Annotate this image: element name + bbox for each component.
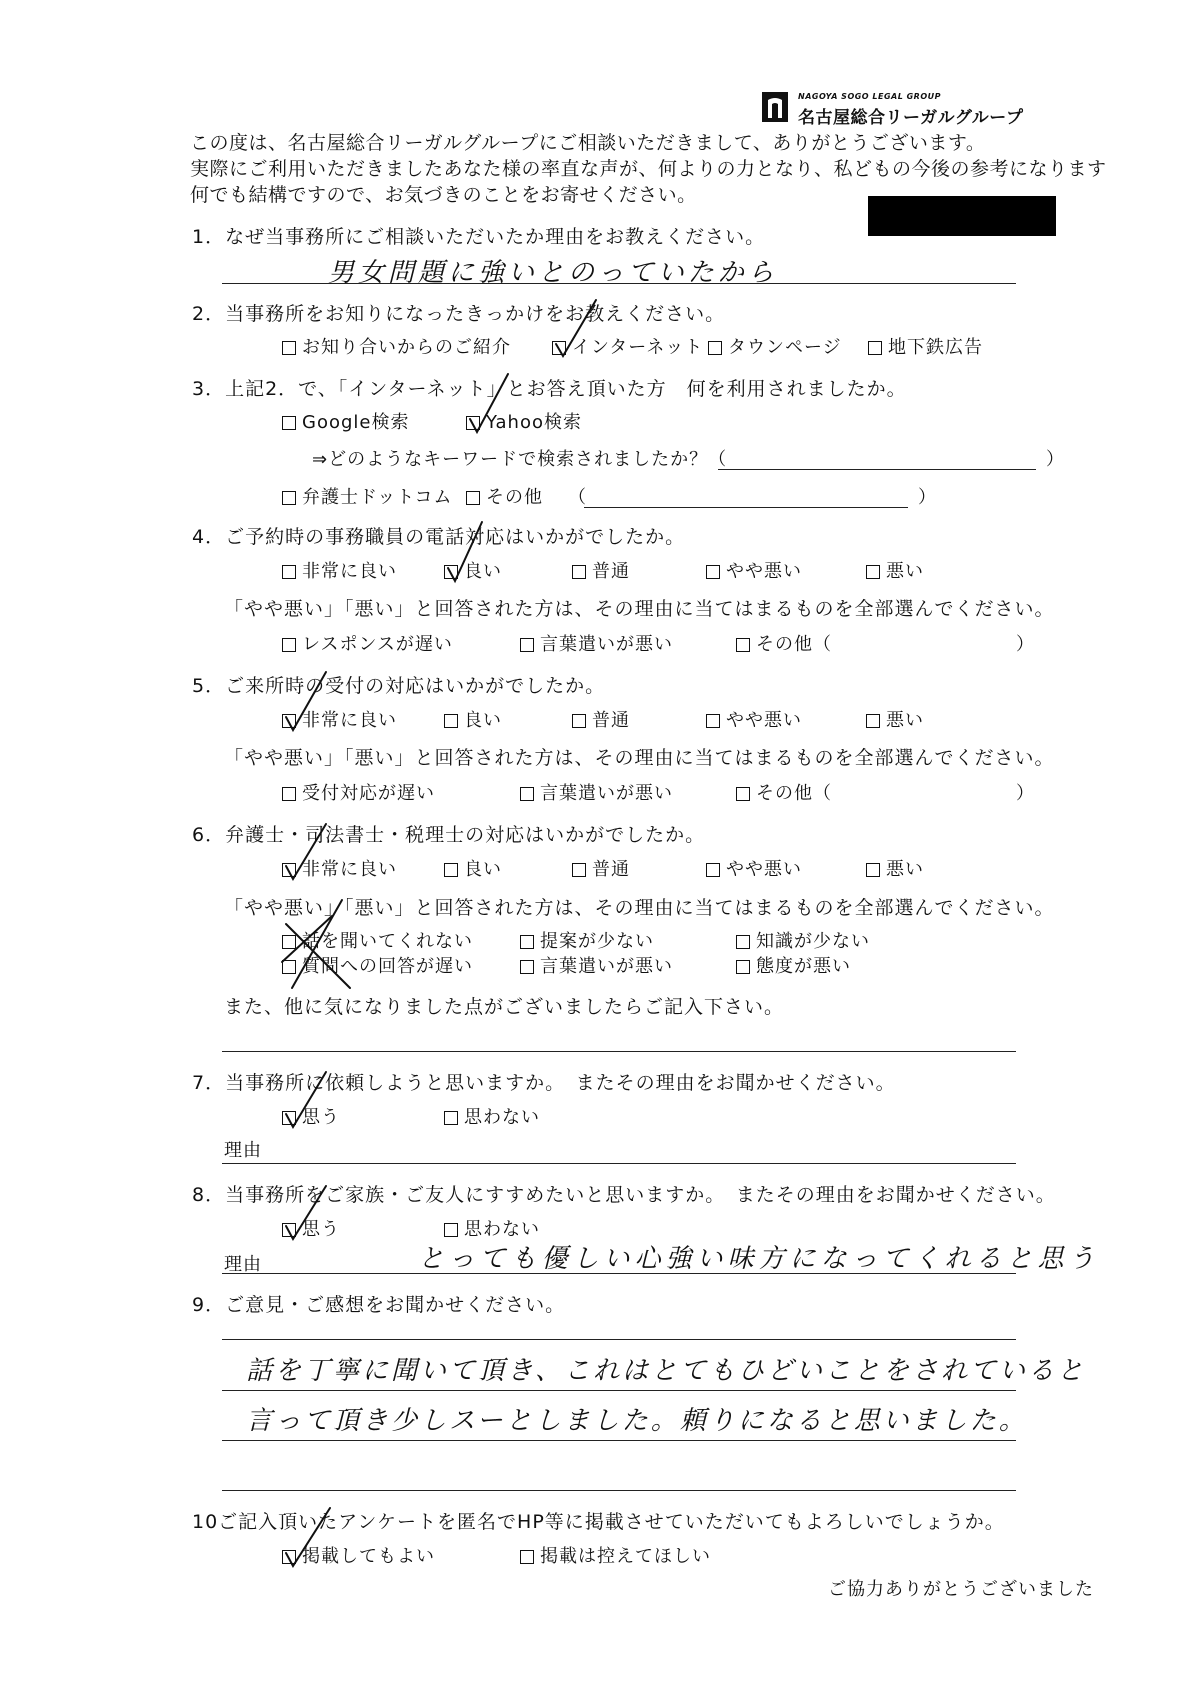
q6-reason-2[interactable] (520, 931, 654, 953)
checkbox[interactable] (866, 714, 880, 728)
q6-reason-6[interactable] (736, 956, 851, 978)
q3-other-close: ） (918, 487, 937, 508)
option-label: 悪い (886, 561, 924, 582)
checkbox[interactable] (868, 341, 882, 355)
q1-line (222, 283, 1016, 284)
q8-option-1[interactable] (282, 1219, 340, 1241)
q1-answer: 男女問題に強いとのっていたから (328, 258, 778, 288)
q4-reason-2[interactable] (520, 634, 673, 656)
checkbox[interactable] (572, 714, 586, 728)
q6-other-note: また、他に気になりました点がございましたらご記入下さい。 (224, 996, 785, 1018)
option-label: 思わない (464, 1219, 540, 1240)
q9-line-2[interactable] (222, 1390, 1016, 1391)
option-label: Google検索 (302, 412, 410, 433)
checkbox[interactable] (866, 863, 880, 877)
option-label: 思う (302, 1219, 340, 1240)
q4-text: 4．ご予約時の事務職員の電話対応はいかがでしたか。 (192, 526, 686, 548)
q3-other-line[interactable] (584, 507, 908, 508)
option-label: 質問への回答が遅い (302, 956, 473, 977)
q9-text: 9．ご意見・ご感想をお聞かせください。 (192, 1294, 566, 1316)
checkbox[interactable] (282, 638, 296, 652)
q9-line-3[interactable] (222, 1440, 1016, 1441)
option-label: インターネット (572, 337, 704, 358)
logo-name: 名古屋総合リーガルグループ (798, 108, 1024, 128)
option-label: Yahoo検索 (486, 412, 582, 433)
q6-reason-3[interactable] (736, 931, 870, 953)
q3-option-other[interactable] (466, 487, 543, 509)
q5-option-5[interactable] (866, 710, 924, 732)
q2-option-3[interactable] (708, 337, 842, 359)
q2-text: 2．当事務所をお知りになったきっかけをお教えください。 (192, 303, 726, 325)
checkbox[interactable] (572, 565, 586, 579)
checkbox[interactable] (708, 341, 722, 355)
checkbox[interactable] (282, 935, 296, 949)
option-label: 態度が悪い (756, 956, 851, 977)
checkbox-checked[interactable] (282, 1550, 296, 1564)
logo-icon (762, 92, 788, 126)
q7-reason-line[interactable] (222, 1163, 1016, 1164)
q6-option-4[interactable] (706, 859, 802, 881)
checkbox-checked[interactable] (466, 416, 480, 430)
q1-text: 1．なぜ当事務所にご相談いただいたか理由をお教えください。 (192, 226, 766, 248)
q5-option-1[interactable] (282, 710, 397, 732)
checkbox[interactable] (572, 863, 586, 877)
checkbox[interactable] (444, 863, 458, 877)
q6-option-2[interactable] (444, 859, 502, 881)
checkbox[interactable] (282, 491, 296, 505)
option-label: 弁護士ドットコム (302, 487, 453, 508)
option-label: タウンページ (728, 337, 842, 358)
q2-option-4[interactable] (868, 337, 983, 359)
q8-reason-line[interactable] (222, 1273, 1016, 1274)
q6-reason-4[interactable] (282, 956, 473, 978)
q8-answer: とっても優しい心強い味方になってくれると思う (418, 1244, 1100, 1274)
q7-option-1[interactable] (282, 1107, 340, 1129)
option-label: お知り合いからのご紹介 (302, 337, 511, 358)
option-label: その他（ (756, 783, 832, 804)
checkbox-checked[interactable] (282, 714, 296, 728)
q3-text: 3．上記2．で、「インターネット」とお答え頂いた方 何を利用されましたか。 (192, 378, 907, 400)
q5-reason-2[interactable] (520, 783, 673, 805)
option-label: 思わない (464, 1107, 540, 1128)
q4-reason-1[interactable] (282, 634, 453, 656)
option-label: その他（ (756, 634, 832, 655)
q4-option-4[interactable] (706, 561, 802, 583)
q3-keyword-prompt: ⇒どのようなキーワードで検索されましたか？（ (312, 449, 728, 470)
option-label: やや悪い (726, 859, 802, 880)
option-label: 普通 (592, 859, 630, 880)
checkbox[interactable] (282, 960, 296, 974)
option-label: 良い (464, 710, 502, 731)
q2-option-1[interactable] (282, 337, 511, 359)
option-label: 話を聞いてくれない (302, 931, 473, 952)
q5-reason-3[interactable] (736, 783, 832, 805)
option-label: 言葉遣いが悪い (540, 956, 673, 977)
q5-text: 5．ご来所時の受付の対応はいかがでしたか。 (192, 675, 606, 697)
option-label: 非常に良い (302, 710, 397, 731)
checkbox-checked[interactable] (282, 1223, 296, 1237)
q9-answer-line-1: 話を丁寧に聞いて頂き、これはとてもひどいことをされていると (246, 1356, 1086, 1386)
q10-option-1[interactable] (282, 1546, 435, 1568)
option-label: 受付対応が遅い (302, 783, 435, 804)
checkbox[interactable] (282, 565, 296, 579)
checkbox[interactable] (706, 565, 720, 579)
checkbox[interactable] (736, 935, 750, 949)
q6-reason-1[interactable] (282, 931, 473, 953)
q2-option-2[interactable] (552, 337, 703, 359)
option-label: 思う (302, 1107, 340, 1128)
q5-option-3[interactable] (572, 710, 630, 732)
q3-option-google[interactable] (282, 412, 409, 434)
q4-reason-close: ） (1016, 634, 1035, 655)
option-label: 悪い (886, 859, 924, 880)
checkbox[interactable] (282, 416, 296, 430)
q4-option-3[interactable] (572, 561, 630, 583)
option-label: 非常に良い (302, 561, 397, 582)
q6-option-5[interactable] (866, 859, 924, 881)
checkbox[interactable] (706, 714, 720, 728)
option-label: 提案が少ない (540, 931, 654, 952)
q10-text: 10ご記入頂いたアンケートを匿名でHP等に掲載させていただいてもよろしいでしょうか。 (192, 1511, 1005, 1533)
checkbox[interactable] (282, 341, 296, 355)
q3-keyword-close: ） (1046, 449, 1065, 470)
q4-option-1[interactable] (282, 561, 397, 583)
q7-text: 7．当事務所に依頼しようと思いますか。 またその理由をお聞かせください。 (192, 1072, 896, 1094)
option-label: やや悪い (726, 561, 802, 582)
intro-line-1: この度は、名古屋総合リーガルグループにご相談いただきまして、ありがとうございます。 (190, 132, 986, 154)
checkbox[interactable] (520, 960, 534, 974)
checkbox[interactable] (444, 1223, 458, 1237)
q5-follow: 「やや悪い」「悪い」と回答された方は、その理由に当てはまるものを全部選んでください。 (224, 747, 1055, 769)
option-label: 普通 (592, 561, 630, 582)
option-label: 言葉遣いが悪い (540, 783, 673, 804)
checkbox[interactable] (706, 863, 720, 877)
q5-reason-close: ） (1016, 783, 1035, 804)
option-label: 良い (464, 561, 502, 582)
checkbox[interactable] (866, 565, 880, 579)
option-label: 知識が少ない (756, 931, 870, 952)
q7-option-2[interactable] (444, 1107, 540, 1129)
option-label: 掲載は控えてほしい (540, 1546, 711, 1567)
q9-answer-line-2: 言って頂き少しスーとしました。頼りになると思いました。 (246, 1406, 1028, 1436)
checkbox[interactable] (520, 638, 534, 652)
q10-option-2[interactable] (520, 1546, 711, 1568)
checkbox-checked[interactable] (552, 341, 566, 355)
option-label: その他 (486, 487, 543, 508)
q3-option-yahoo[interactable] (466, 412, 582, 434)
option-label: 掲載してもよい (302, 1546, 435, 1567)
checkbox-checked[interactable] (444, 565, 458, 579)
option-label: 良い (464, 859, 502, 880)
option-label: 非常に良い (302, 859, 397, 880)
checkbox[interactable] (520, 787, 534, 801)
q6-option-3[interactable] (572, 859, 630, 881)
q4-option-5[interactable] (866, 561, 924, 583)
closing-text: ご協力ありがとうございました (828, 1579, 1094, 1600)
q4-follow: 「やや悪い」「悪い」と回答された方は、その理由に当てはまるものを全部選んでください。 (224, 598, 1055, 620)
q7-reason-label: 理由 (224, 1140, 262, 1161)
q8-reason-label: 理由 (224, 1254, 262, 1275)
q6-text: 6．弁護士・司法書士・税理士の対応はいかがでしたか。 (192, 824, 706, 846)
option-label: レスポンスが遅い (302, 634, 453, 655)
q3-keyword-line[interactable] (718, 469, 1036, 470)
q6-follow: 「やや悪い」「悪い」と回答された方は、その理由に当てはまるものを全部選んでください。 (224, 897, 1055, 919)
logo-subtitle: NAGOYA SOGO LEGAL GROUP (798, 92, 941, 101)
q8-text: 8．当事務所をご家族・ご友人にすすめたいと思いますか。 またその理由をお聞かせください。 (192, 1184, 1056, 1206)
option-label: 悪い (886, 710, 924, 731)
q3-other-open: （ (568, 487, 587, 508)
checkbox[interactable] (736, 960, 750, 974)
redacted-box (868, 196, 1056, 236)
q6-option-1[interactable] (282, 859, 397, 881)
q3-option-bengoshi[interactable] (282, 487, 453, 509)
q5-reason-1[interactable] (282, 783, 435, 805)
checkbox[interactable] (736, 638, 750, 652)
option-label: 地下鉄広告 (888, 337, 983, 358)
checkbox[interactable] (444, 714, 458, 728)
option-label: やや悪い (726, 710, 802, 731)
checkbox[interactable] (444, 1111, 458, 1125)
option-label: 言葉遣いが悪い (540, 634, 673, 655)
checkbox-checked[interactable] (282, 1111, 296, 1125)
checkbox[interactable] (520, 935, 534, 949)
intro-line-3: 何でも結構ですので、お気づきのことをお寄せください。 (190, 184, 697, 206)
q9-line-4[interactable] (222, 1490, 1016, 1491)
q6-reason-5[interactable] (520, 956, 673, 978)
q4-option-2[interactable] (444, 561, 502, 583)
q5-option-2[interactable] (444, 710, 502, 732)
checkbox[interactable] (466, 491, 480, 505)
option-label: 普通 (592, 710, 630, 731)
q6-comment-line[interactable] (222, 1051, 1016, 1052)
intro-line-2: 実際にご利用いただきましたあなた様の率直な声が、何よりの力となり、私どもの今後の参考になります (190, 158, 1107, 180)
q9-line-1[interactable] (222, 1339, 1016, 1340)
checkbox[interactable] (736, 787, 750, 801)
q4-reason-3[interactable] (736, 634, 832, 656)
q5-option-4[interactable] (706, 710, 802, 732)
checkbox[interactable] (520, 1550, 534, 1564)
checkbox[interactable] (282, 787, 296, 801)
checkbox-checked[interactable] (282, 863, 296, 877)
